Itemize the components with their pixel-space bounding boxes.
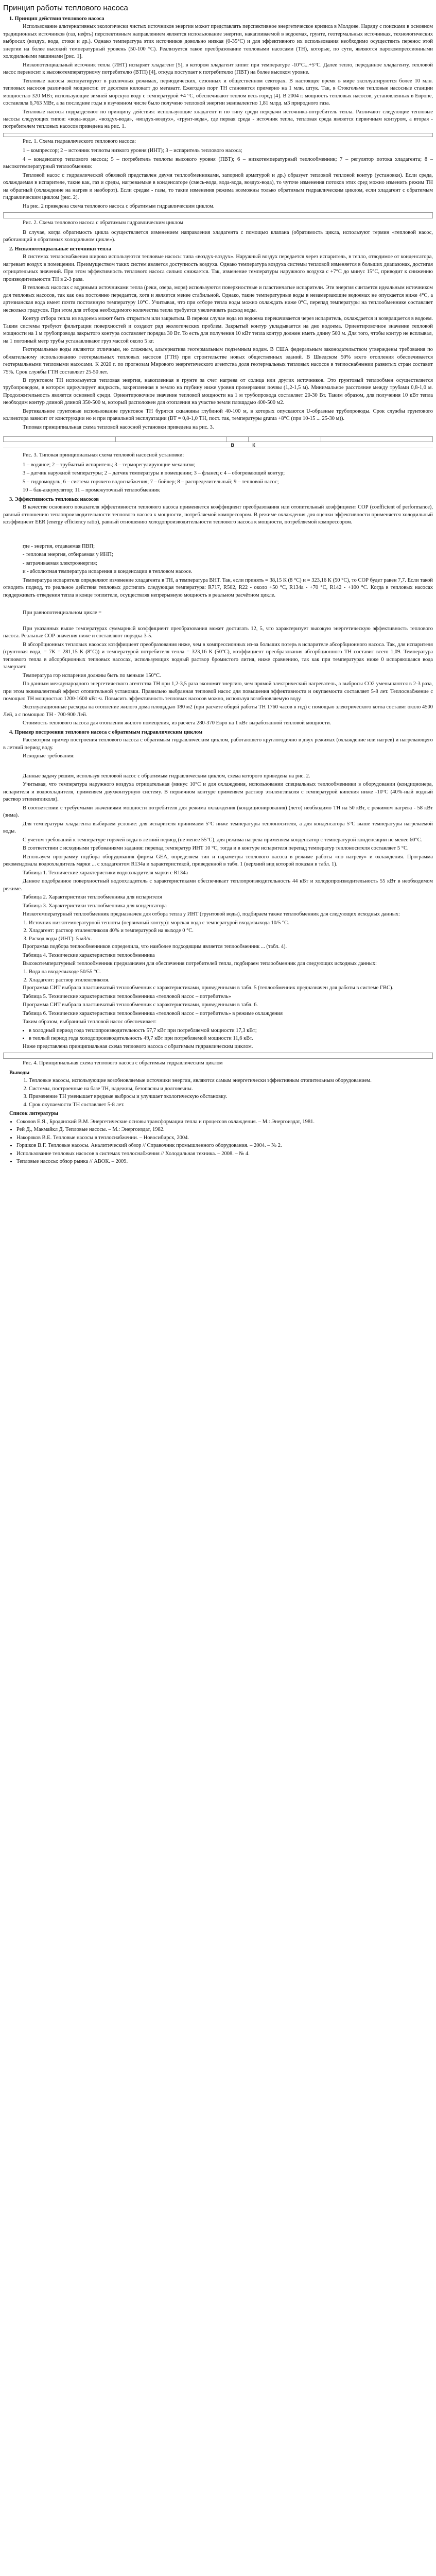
section-2-paragraphs-item: Вертикальное грунтовые использование грунтовое ТН бурятся скважины глубиной 40-100 м, в которых опускаются U-образные трубопроводы. Срок службы грунтового коллектора зависит от конструкции но и при правильной эксплуатации (ВТ = 0,8-1,0 ТН, пост. так, температуры grunta +8°С (при 10-15 ... 25-30 м)). [3, 408, 433, 422]
section-heading-principle: 1. Принцип действия теплового насоса [9, 15, 104, 22]
figure-3-strip [3, 436, 433, 442]
requirements-space [3, 761, 433, 773]
source-data-list [3, 920, 433, 943]
hot-side-data-list-item: 2. Хладагент: раствор этиленгликоля. [29, 977, 433, 984]
section-4b-paragraphs-item: С учетом требований к температуре горячей воды в летний период (не менее 55°С), для режима нагрева применяем конденсатор с температурой конденсации не менее 60°С. [23, 837, 423, 843]
after-figure-2 [3, 229, 433, 244]
section-4b-paragraphs-item: Таблица 1. Технические характеристики водоохладителя марки с R134a [23, 870, 188, 876]
after-figure-1 [3, 172, 433, 210]
figure-1-legend-item: 1 – компрессор; 2 – источник теплоты низкого уровня (ИНТ); 3 – испаритель теплового насоса; [23, 148, 242, 154]
formula-lines-item: - тепловая энергия, отбираемая у ИНП; [23, 552, 113, 558]
result-list-item: • в холодный период года теплопроизводительность 57,7 кВт при потребляемой мощности 17,3 кВт; [29, 1027, 433, 1035]
figure-1-image [3, 133, 433, 137]
figure-3-image [3, 434, 433, 451]
section-heading-references: Список литературы [9, 1111, 59, 1117]
figure-1-caption: Рис. 1. Схема гидравлического теплового насоса: [23, 138, 136, 144]
section-4c-paragraphs-item: Высокотемпературный теплообменник предназначен для обеспечения потребителей тепла, подбираем теплообменник для следующих исходных данных: [23, 961, 377, 967]
conclusions-list-item: 1. Тепловые насосы, использующие возобновляемые источники энергии, являются самым энергетически эффективным отопительным оборудованием. [29, 1077, 433, 1084]
after-figure-2-item: В случае, когда обратимость цикла осуществляется изменением направления хладагента с помощью клапана (обратимость цикла, используют термин «тепловой насос, работающий в обратимых холодильном цикле»). [3, 229, 433, 243]
figure-2-image [3, 212, 433, 218]
figure-3-legend-item: 10 – бак-аккумулятор; 11 – промежуточный теплообменник [23, 487, 160, 494]
formula-space-3 [3, 618, 433, 625]
figure-2-caption: Рис. 2. Схема теплового насоса с обратимым гидравлическим циклом [23, 220, 183, 226]
section-4b-paragraphs-item: В соответствии с требуемыми значениями мощности потребителя для режима охлаждения (кондиционирования) (лето) необходимо ТН на 50 кВт, с режимом нагрева - 58 кВт (зима). [3, 805, 433, 819]
section-4b-paragraphs-item: Используем программу подбора оборудования фирмы GEA, определяем тип и параметры теплового насоса в режиме работы «по нагреву» и охлаждения. Программа рекомендовала водоохладитель марки ... с хладагентом R134a и характеристикой, приведенной в табл. 1 (верхний вид которой показан в табл. 1). [3, 854, 433, 868]
section-heading-conclusions: Выводы [9, 1070, 30, 1076]
section-4c-paragraphs-item: Программа подбора теплообменников определила, что наиболее подходящим является теплообменник ... (табл. 4). [23, 944, 287, 950]
conclusions-list-item: 2. Системы, построенные на базе ТН, надежны, безопасны и долговечны. [29, 1086, 433, 1093]
figure-3-legend-item: 5 – гидромодуль; 6 – система горячего водоснабжения; 7 – бойлер; 8 – распределительный; 9 – тепловой насос; [23, 479, 279, 485]
figure-3-legend-item: 1 – водяное; 2 – трубчатый испаритель; 3 – терморегулирующие механизм; [23, 462, 196, 468]
section-3-paragraphs-item: В качестве основного показателя эффективности теплового насоса применяется коэффициент преобразования или отопительный коэффициент СОР (coefficient of performance), равный отношению теплопроизводительности теплового насоса к мощности, потребляемой компрессором. В режиме охлаждения для оценки эффективности применяется холодильный коэффициент EER (energy efficiency ratio), равный отношению холодопроизводительности теплового насоса к мощности, потребляемой компрессором. [3, 504, 433, 526]
section-3c-paragraphs-item: Температура гор испарения должны быть по меньше 150°С. [23, 672, 161, 679]
figure-3-legend-item: 3 – датчик наружной температуры; 2 – датчик температуры в помещении; 3 – фланец с 4 – обогревающий контур; [23, 470, 285, 477]
equipotential-cycle-label: При равнопотенциальном цикле = [23, 610, 102, 616]
intro-paragraphs-item: Использование альтернативных экологически чистых источников энергии может представлять перспективное энергетическое кризиса в Молдове. Наряду с поисками в основном традиционных источников (газ, нефть) перспективным направлением является использование энергии, накапливаемой в водоемах, грунте, геотермальных источниках, технологических выбросах (воздух, вода, стоки и др.). Однако температура этих источников довольно низкая (0-35°С) и для эффективного их использования необходимо осуществить перенос этой энергии на более высокий температурный уровень (50-100 °С). Реализуется такое преобразование тепловыми насосами (ТН), которые, по сути, являются парокомпрессионными холодильными машинами [рис. 1]. [3, 24, 433, 60]
section-4c-paragraphs-item: Таблица 4. Технические характеристики теплообменника [23, 952, 155, 958]
figure-1-legend [3, 147, 433, 171]
after-figure-1-item: Тепловой насос с гидравлической обвязкой представлен двумя теплообменниками, запорной арматурой и др.) образует тепловой тепловой контур (установки). Если среда, охлаждаемая в испарителе, такие как, газ и среды, нагреваемые в конденсаторе (смесь-вода, вода-вода, воздух-вода), то чуточе изменения потоков этих сред можно изменить режим ТН на обратный (охлаждение на нагрев и наоборот). Если средам - газы, то такие изменения режима возможны только обратимым гидравлическим циклом, если хладагент с обратимым гидравлическим циклом [рис. 2]. [3, 172, 433, 201]
after-figure-1-item: На рис. 2 приведена схема теплового насоса с обратимым гидравлическим циклом. [23, 203, 215, 209]
references-list [3, 1118, 433, 1166]
section-4b-paragraphs-item: Данные задачу решим, используя тепловой насос с обратимым гидравлическим циклом, схема которого приведена на рис. 2. [23, 773, 310, 779]
references-list-item: • Тепловые насосы: обзор рынка // АВОК. – 2009. [16, 1158, 433, 1165]
section-3-paragraphs [3, 504, 433, 526]
section-4b-paragraphs [3, 773, 433, 919]
references-list-item: • Горшков В.Г. Тепловые насосы. Аналитический обзор // Справочник промышленного оборудования. – 2004. – № 2. [16, 1142, 433, 1149]
section-2-paragraphs-item: Типовая принципиальная схема тепловой насосной установки приведена на рис. 3. [23, 424, 214, 430]
section-3b-paragraphs-item: Температура испарителя определяют изменение хладагента в ТН, а температура ВНТ. Так, если принять = 38,15 К (8 °С) и = 323,16 К (50 °С), то СОР будет равен 7,7. Если такой отводить подвод, то реальное действия тепловых достигать следующая температура: R717, R502, R22 - около +50 °С, R134a - +70 °С, R142 - +100 °С. Когда в тепловых насосах поддерживать отведения тепла в конце топлителе, осуществляя непрерывную мощность в реальном расчётном цикле. [3, 577, 433, 598]
section-4e-paragraphs [3, 1043, 433, 1050]
conclusions-list-item: 3. Применение ТН уменьшает вредные выбросы и улучшает экологическую обстановку. [29, 1093, 433, 1100]
section-3c-paragraphs-item: По данным международного энергетического агентства ТН при 1,2-3,5 раза экономят энергию, чем прямой электрический нагреватель, а выбросы CO2 уменьшаются в 2-3 раза, при этом эквивалентный эффект отопительной установки. Правильно выбранная тепловой насос для повышения эффективности и окупаемости составляет 5-8 лет. Теплоснабжение с помощью ТН мощностью 1200-1600 кВт·ч. Повысить эффективность тепловых насосов можно, используя возобновляемую воду. [3, 681, 433, 702]
intro-paragraphs-item: Тепловые насосы подразделяют по принципу действия: использующие хладагент и по типу среди передачи источника-потребитель тепла. Различают следующие тепловые насосы следующих типов: «вода-вода», «воздух-вода», «воздух-воздух», «грунт-вода», где первая среда - источник тепла, тепловая среда является первичным контуром, а вторая - потребителем тепловых насосов приведена на рис. 1. [3, 109, 433, 130]
article [0, 0, 436, 1172]
source-data-list-item: 1. Источник низкотемпературной теплоты (первичный контур): морская вода с температурой входа/выхода 10/5 °С. [29, 920, 433, 927]
formula-lines-item: и - абсолютная температура испарения и конденсации в тепловом насосе. [23, 569, 193, 575]
figure-3-caption: Рис. 3. Типовая принципиальная схема тепловой насосной установки: [23, 452, 184, 459]
section-2-paragraphs-item: В грунтовом ТН используется тепловая энергия, накопленная в грунте за счет нагрева от солнца или других источников. Это грунтовый теплообмен осуществляется трубопроводом, в котором циркулирует жидкость, закрепленная в землю на глубину ниже уровня промерзания почвы (1,2-1,5 м). Минимальное расстояние между трубами 0,8-1,0 м. Продолжительность является основной среди. Ориентировочное значение тепловой мощности на 1 м трубопровода составляет 20-30 Вт. Таким образом, для получения 10 кВт тепла необходим контур длиной длиной 350-500 м, который расположен для отопления на участке земли площадью 400-500 м2. [3, 378, 433, 406]
section-4b-paragraphs-item: Для температуры хладагента выбираем условие: для испарителя принимаем 5°С ниже температуры теплоносителя, а для конденсатора 5°С выше температуры нагреваемой воды. [3, 821, 433, 835]
section-3c-paragraphs-item: Стоимость теплового насоса для отопления жилого помещения, из расчета 280-370 Евро на 1 кВт выработанной тепловой мощности. [23, 720, 332, 726]
section-2-paragraphs-item: Геотермальные воды являются отличным, но сложным, альтернатива геотермальным подземным водам. В США федеральным законодательством утверждены требования по обязательному использованию геотермальных тепловых насосов (ГТН) при строительстве новых общественных зданий. В Шведском 50% всего отопления обеспечивается геотермальными тепловыми насосами. К 2020 г. по прогнозам Мирового энергетического агентства доля геотермальных тепловых насосов в теплоснабжении развитых стран составит 75%. Срок службы ГТН составляет 25-50 лет. [3, 347, 433, 375]
figure-3-label-v: В [231, 443, 235, 448]
section-2-paragraphs [3, 253, 433, 431]
section-4-paragraphs [3, 737, 433, 752]
section-4d-paragraphs-item: Таблица 5. Технические характеристики теплообменника «тепловой насос – потребитель» [23, 993, 231, 999]
figure-4-image [3, 1053, 433, 1059]
section-4d-paragraphs [3, 985, 433, 1026]
section-3c-paragraphs-item: При указанных выше температурах суммарный коэффициент преобразования может достигать 12, 5, что характеризует высокую энергетическую эффективность теплового насоса. Реальные СОР-значения ниже и составляют порядка 3-5. [3, 625, 433, 639]
section-4e-paragraphs-item: Ниже представлена принципиальная схема теплового насоса с обратимым гидравлическим циклом. [23, 1043, 253, 1049]
hot-side-data-list-item: 1. Вода на входе/выходе 50/55 °С. [29, 969, 433, 976]
formula-lines [3, 543, 433, 576]
conclusions-list [3, 1077, 433, 1109]
conclusions-list-item: 4. Срок окупаемости ТН составляет 5-8 лет. [29, 1101, 433, 1109]
page-title: Принцип работы теплового насоса [3, 4, 128, 12]
section-4b-paragraphs-item: Таблица 3. Характеристики теплообменника для конденсатора [23, 903, 167, 909]
result-list-item: • в теплый период года холодопроизводительность 49,7 кВт при потребляемой мощности 11,6 кВт. [29, 1035, 433, 1042]
section-3c-paragraphs-item: Эксплуатационные расходы на отопление жилого дома площадью 180 м2 (при расчете общей работы ТН 1760 часов в год) с помощью электрического котла составят около 4500 Лей, а с помощью ТН - 700-900 Лей. [3, 704, 433, 718]
section-3b-paragraphs [3, 577, 433, 599]
section-4d-paragraphs-item: Таким образом, выбранный тепловой насос обеспечивает: [23, 1019, 157, 1025]
source-data-list-item: 3. Расход воды (ИНТ): 5 м3/ч. [29, 936, 433, 943]
section-4b-paragraphs-item: Низкотемпературный теплообменник предназначен для отбора тепла у ИНТ (грунтовой воды), подбираем также теплообменник для следующих исходных данных: [23, 911, 400, 918]
result-list [3, 1027, 433, 1043]
section-heading-sources: 2. Низкопотенциальные источники тепла [9, 246, 112, 252]
section-4b-paragraphs-item: В соответствии с исходными требованиями задания: перепад температур ИНТ 10 °С, тогда и в контуре испарителя перепад температур теплоносителя составляет 5 °С. [23, 845, 409, 852]
section-4d-paragraphs-item: Таблица 6. Технические характеристики теплообменника «тепловой насос – потребитель» в режиме охлаждения [23, 1010, 283, 1016]
formula-space-2 [3, 600, 433, 609]
section-3c-paragraphs-item: В абсорбционных тепловых насосах коэффициент преобразования ниже, чем в компрессионных из-за больших потерь в испарителе абсорбционного насоса. Так, для испарителя (грунтовая вода, = 7К = 281,15 К (8°С)) и температурой потребителя тепла = 323,16 К (50°С), коэффициент преобразования абсорбционного ТН составит всего 1,09. Температура теплового тепла в абсорбционных тепловых насосах, использующих водный раствор бромистого лития, ниже сравнению, так как при температурах ниже 0 испаряющаяся вода замерзает. [3, 641, 433, 670]
intro-paragraphs [3, 23, 433, 131]
requirements-label: Исходные требования: [23, 753, 75, 759]
formula-lines-item: где - энергия, отдаваемая ПВП; [23, 543, 95, 549]
section-4d-paragraphs-item: Программа СИТ выбрала пластинчатый теплообменник с характеристиками, приведенными в табл. 5 (теплообменник предназначен для работы в системе ГВС). [23, 985, 394, 991]
section-4-paragraphs-item: Рассмотрим пример построения теплового насоса с обратимым гидравлическим циклом, работающего круглогодично в двух режимах (охлаждение или нагрев) и нагревающего в летний период воду. [3, 737, 433, 751]
references-list-item: • Использование тепловых насосов в системах теплоснабжения // Холодильная техника. – 2008. – № 4. [16, 1150, 433, 1158]
section-4b-paragraphs-item: Учитывая, что температура наружного воздуха отрицательная (минус 10°С и для охлаждения, использовании специальных теплообменники в оборудовании (кондиционера, испарителя и водоохладителя, применяем двухконтурную систему. В первичном контуре применяем раствор этиленгликоля с температурой кипения ниже -10°С (40%-ный водный раствор этиленгликоля). [3, 782, 433, 803]
formula-lines-item: - затрачиваемая электроэнергия; [23, 560, 97, 566]
section-2-paragraphs-item: В тепловых насосах с водяными источниками тепла (реки, озера, моря) используются поверхностные и пластинчатые испарители. Эти энергия считается идеальным источником для тепловых насосов, так как она постоянно передается, хотя и является менее стабильной. Однако, такие температурные воды в незамерзающие водоемах не опускается ниже 4°С, а артезианская вода имеет почти постоянную температуру 10°С. Учитывая, что при отборе тепла воды можно охлаждать ниже 0°С, перепад температуры на теплообменнике составляет несколько градусов. При этом для отбора необходимого количества тепла требуется увеличивать расход воды. [3, 285, 433, 313]
section-heading-example: 4. Пример построения теплового насоса с обратимым гидравлическим циклом [9, 729, 203, 735]
source-data-list-item: 2. Хладагент: раствор этиленгликоля 40% и температурой на выходе 0 °С. [29, 927, 433, 935]
section-heading-efficiency: 3. Эффективность тепловых насосов [9, 496, 99, 502]
intro-paragraphs-item: Низкопотенциальный источник тепла (ИНТ) испаряет хладагент [5], в котором хладагент кипит при температуре -10°С...+5°С. Далее тепло, переданное хладагенту, тепловой насос переносит к высокотемпературному потребителю (ВТП) [4], откуда поступает к потребителю (ПВТ) на более высоком уровне. [3, 62, 433, 76]
section-3c-paragraphs [3, 625, 433, 727]
figure-3-legend [3, 462, 433, 495]
references-list-item: • Рей Д., Макмайкл Д. Тепловые насосы. – М.: Энергоиздат, 1982. [16, 1126, 433, 1133]
section-4d-paragraphs-item: Программа СИТ выбрала пластинчатый теплообменник с характеристиками, приведенными в табл. 6. [23, 1002, 258, 1008]
section-4b-paragraphs-item: Данное подобранное поверхностный водоохладитель с характеристиками обеспечивает теплопроизводительность 44 кВт и холодопроизводительность 55 кВт в необходимом режиме. [3, 878, 433, 892]
intro-paragraphs-item: Тепловые насосы эксплуатируют в различных режимах, периодических, сезонных и общественном секторах. В настоящее время в мире эксплуатируются более 10 млн. тепловых насосов различной мощности: от десятков киловатт до мегаватт. Ежегодно порт ТН становится примерно на 1 млн. штук. Так, в Стокгольме тепловые насосные станции мощностью 320 МВт, использующие зимней морскую воду с температурой +4 °С, обеспечивают теплом весь город [4]. В 2004 г. мощность тепловых насосов, установленных в Европе, составляла 6,763 МВт, а за последние годы в изученном числе было получено тепловой энергии эквивалентно 1,81 млрд. м3 природного газа. [3, 78, 433, 107]
section-2-paragraphs-item: Контур отбора тепла из водоема может быть открытым или закрытым. В первом случае вода из водоема перекачивается через испаритель, охлаждается и возвращается в водоем. Таким системы требуют фильтрации поверхностей и создают ряд экологических проблем. Закрытый контур укладывается на дно водоема. Ориентировочное значение тепловой мощности на 1 м трубопровода закрытого контура составляет порядка 30 Вт. То есть для получения 10 кВт тепла контур должен иметь длину 500 м. Для того, чтобы контур не всплывал, на 1 погонный метр трубы устанавливают груз массой около 5 кг. [3, 316, 433, 344]
section-4c-paragraphs [3, 943, 433, 968]
references-list-item: • Соколов Е.Я., Бродянский В.М. Энергетические основы трансформации тепла и процессов охлаждения. – М.: Энергоиздат, 1981. [16, 1118, 433, 1126]
figure-3-label-k: К [252, 443, 255, 448]
hot-side-data-list [3, 969, 433, 984]
section-4b-paragraphs-item: Таблица 2. Характеристики теплообменника для испарителя [23, 894, 162, 901]
figure-4-caption: Рис. 4. Принципиальная схема теплового насоса с обратимым гидравлическим циклом [23, 1060, 223, 1066]
figure-1-legend-item: 4 – конденсатор теплового насоса; 5 – потребитель теплоты высокого уровня (ПВТ); 6 – низкотемпературный теплообменник; 7 – регулятор потока хладагента; 8 – высокотемпературный теплообменник [3, 156, 433, 170]
references-list-item: • Накоряков В.Е. Тепловые насосы в теплоснабжении. – Новосибирск, 2004. [16, 1134, 433, 1142]
formula-space [3, 528, 433, 543]
section-2-paragraphs-item: В системах теплоснабжения широко используются тепловые насосы типа «воздух-воздух». Наружный воздух передается через испаритель, в тепло, отводимое от конденсатора, нагревает воздух в помещении. Преимуществом таких систем является доступность воздуха. Однако температура воздуха системы тепловой изменяется в больших диапазонах, достигая отрицательных значений. При этом эффективность теплового насоса сильно снижается. Так, изменение температуры наружного воздуха с +7°С до минус 15°С, приводит к снижению производительности ТН в 2-3 раза. [3, 254, 433, 282]
